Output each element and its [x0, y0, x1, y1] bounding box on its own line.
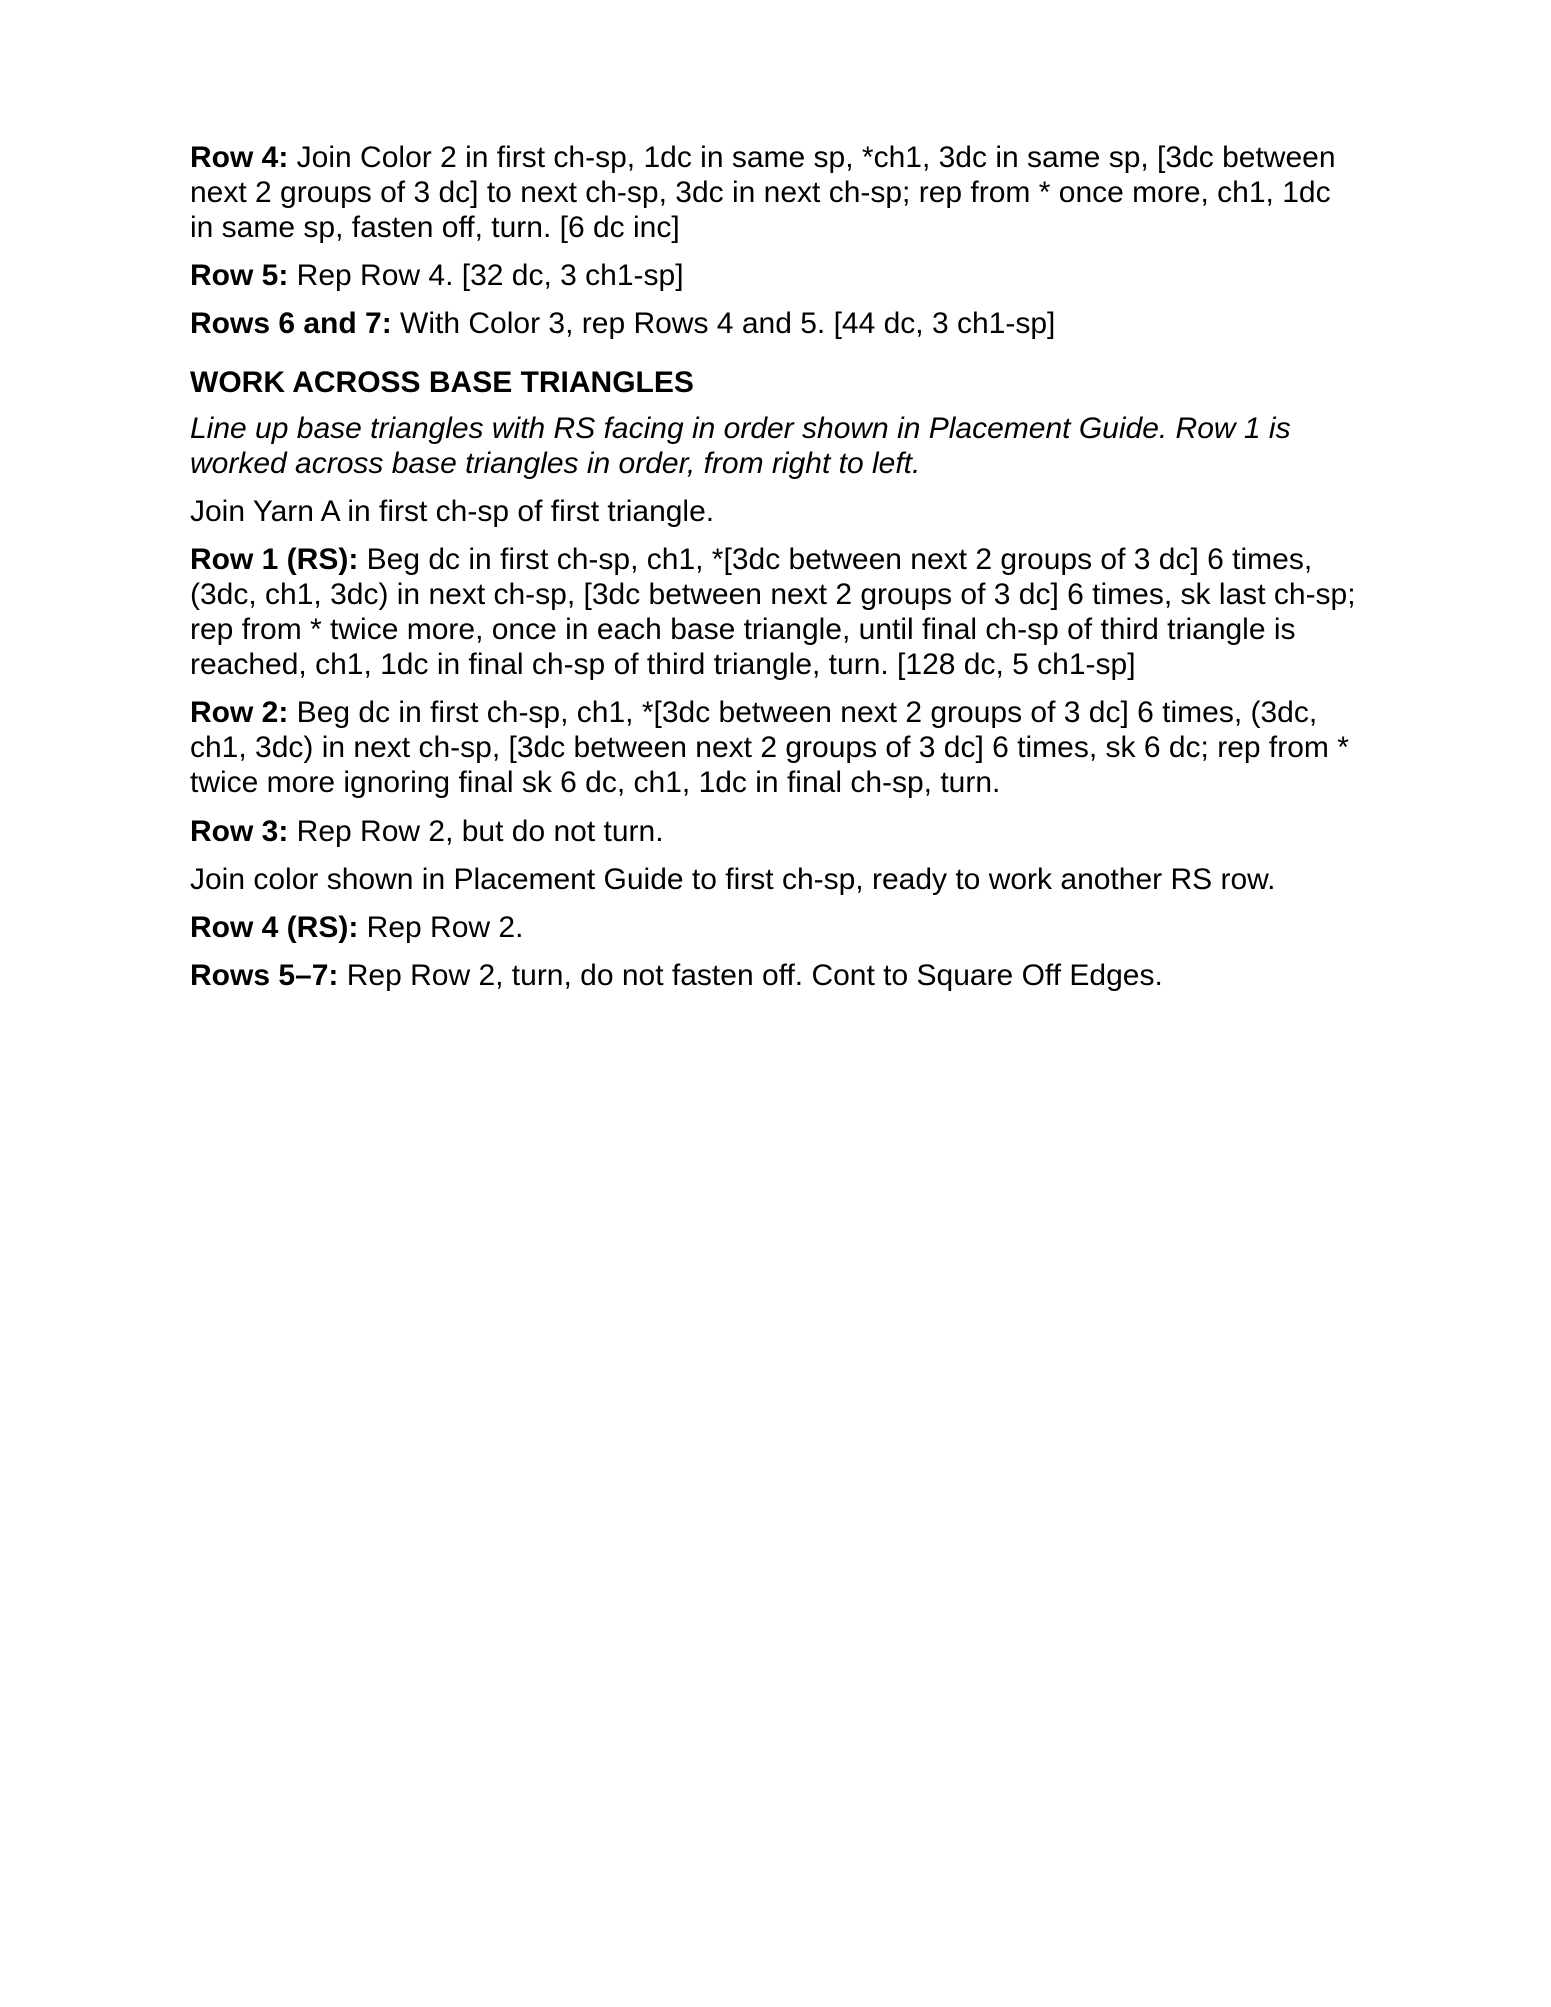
paragraph-join-yarn-a: Join Yarn A in first ch-sp of first triangle.	[190, 494, 715, 528]
row-label: Row 4 (RS):	[190, 910, 359, 944]
paragraph-row-3	[190, 814, 1359, 849]
paragraph-row-4-rs	[190, 910, 1359, 945]
row-text: Rep Row 2, turn, do not fasten off. Cont to Square Off Edges.	[338, 958, 1163, 992]
row-text: Join Color 2 in first ch-sp, 1dc in same sp, *ch1, 3dc in same sp, [3dc between next 2 groups of 3 dc] to next ch-sp, 3dc in next ch-sp; rep from * once more, ch1, 1dc in same sp, fasten off, turn. [6 dc inc]	[190, 141, 1336, 245]
row-label: Row 2:	[190, 696, 289, 730]
note-placement-guide: Line up base triangles with RS facing in order shown in Placement Guide. Row 1 is worked across base triangles in order, from right to left.	[190, 411, 1291, 480]
row-label: Row 3:	[190, 814, 289, 848]
paragraph-row-2	[190, 695, 1359, 800]
row-label: Row 5:	[190, 259, 289, 293]
row-text: Beg dc in first ch-sp, ch1, *[3dc between next 2 groups of 3 dc] 6 times, (3dc, ch1, 3dc) in next ch-sp, [3dc between next 2 groups of 3 dc] 6 times, sk last ch-sp; rep from * twice more, once in each base triangle, until final ch-sp of third triangle is reached, ch1, 1dc in final ch-sp of third triangle, turn. [128 dc, 5 ch1-sp]	[190, 542, 1356, 682]
row-label: Rows 5–7:	[190, 958, 339, 992]
row-text: Rep Row 2, but do not turn.	[288, 814, 664, 848]
row-label: Row 4:	[190, 141, 289, 174]
paragraph-row-1-rs	[190, 542, 1359, 682]
row-text: Rep Row 2.	[358, 910, 524, 944]
paragraph-row-4	[190, 140, 1359, 245]
row-label: Rows 6 and 7:	[190, 307, 392, 341]
paragraph-rows-6-and-7	[190, 306, 1359, 341]
section-heading-work-across-base-triangles: WORK ACROSS BASE TRIANGLES	[190, 366, 694, 400]
row-text: Beg dc in first ch-sp, ch1, *[3dc between next 2 groups of 3 dc] 6 times, (3dc, ch1, 3dc) in next ch-sp, [3dc between next 2 groups of 3 dc] 6 times, sk 6 dc; rep from * twice more ignoring final sk 6 dc, ch1, 1dc in final ch-sp, turn.	[190, 696, 1349, 800]
row-text: With Color 3, rep Rows 4 and 5. [44 dc, 3 ch1-sp]	[391, 307, 1056, 341]
row-label: Row 1 (RS):	[190, 542, 359, 576]
paragraph-rows-5-7	[190, 958, 1359, 993]
paragraph-join-color: Join color shown in Placement Guide to first ch-sp, ready to work another RS row.	[190, 862, 1276, 896]
row-text: Rep Row 4. [32 dc, 3 ch1-sp]	[288, 259, 684, 293]
paragraph-row-5	[190, 258, 1359, 293]
pattern-instructions	[190, 140, 1359, 993]
